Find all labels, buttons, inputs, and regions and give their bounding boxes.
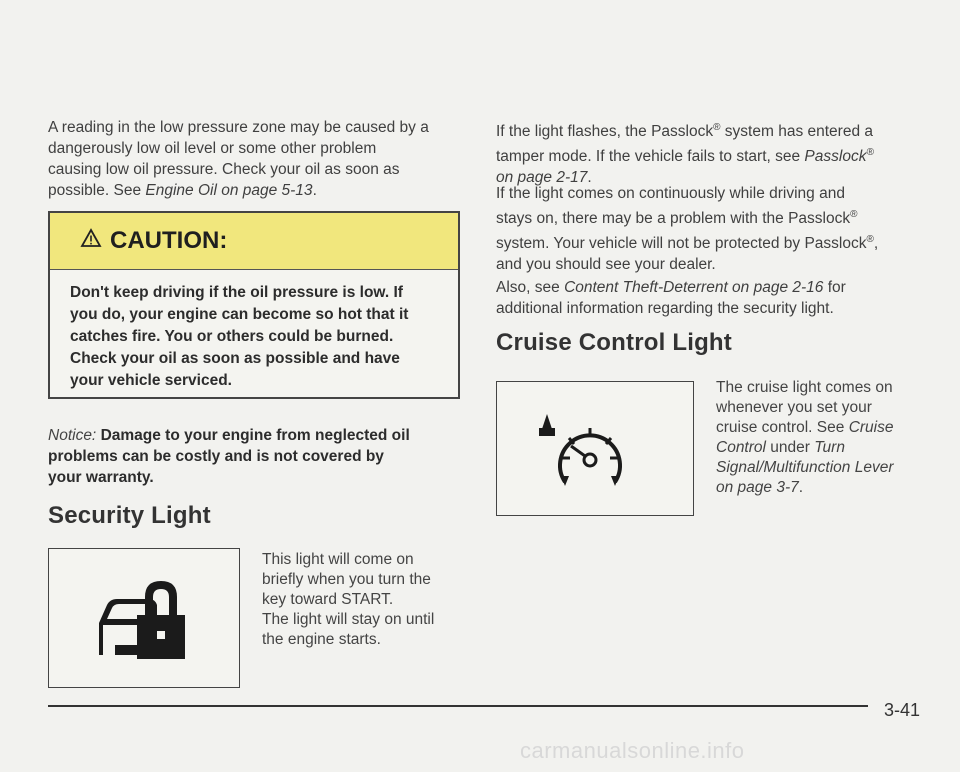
intro-paragraph (48, 117, 478, 201)
caution-line: Check your oil as soon as possible and have (70, 350, 400, 367)
cont-line-3b: , (873, 235, 879, 253)
caution-line: catches fire. You or others could be burned. (70, 328, 394, 345)
cont-line-2: stays on, there may be a problem with the Passlock (496, 210, 851, 228)
watermark: carmanualsonline.info (520, 738, 745, 763)
cruise-control-heading: Cruise Control Light (496, 329, 732, 356)
passlock-link[interactable] (804, 148, 873, 165)
cruise-light-description (716, 378, 936, 498)
caution-line: you do, your engine can become so hot that it (70, 306, 409, 323)
caution-banner (50, 213, 458, 270)
cruise-control-link[interactable]: Cruise (848, 419, 894, 436)
also-line-2: additional information regarding the security light. (496, 300, 834, 317)
flash-end: . (587, 169, 592, 187)
speedometer-icon (535, 406, 635, 495)
also-see-paragraph (496, 277, 936, 319)
also-a: Also, see (496, 279, 565, 296)
reg-mark: ® (850, 209, 858, 220)
passlock-page-link[interactable]: on page 2-17 (496, 169, 588, 187)
passlock-continuous-paragraph (496, 183, 936, 275)
security-light-heading: Security Light (48, 502, 211, 529)
cruise-line-1: The cruise light comes on (716, 379, 893, 396)
notice-line: Damage to your engine from neglected oil (100, 427, 410, 444)
security-line: key toward START. (262, 591, 394, 608)
cont-line-1: If the light comes on continuously while driving and (496, 185, 845, 202)
reg-mark: ® (713, 122, 721, 133)
caution-title: CAUTION: (110, 227, 228, 254)
engine-oil-link[interactable]: Engine Oil on page 5-13 (145, 182, 313, 199)
passlock-flash-paragraph (496, 117, 936, 188)
padlock-car-icon (93, 575, 193, 668)
warning-triangle-icon (80, 228, 102, 254)
caution-box (48, 211, 460, 399)
reg-mark: ® (866, 147, 874, 159)
intro-line-3: causing low oil pressure. Check your oil as soon as (48, 161, 400, 178)
cruise-line-4: under (765, 439, 815, 456)
security-line: briefly when you turn the (262, 571, 431, 588)
security-line: This light will come on (262, 551, 414, 568)
flash-line-1b: system has entered a (720, 123, 873, 141)
intro-line-2: dangerously low oil level or some other problem (48, 140, 377, 157)
cruise-light-icon-box (496, 381, 694, 516)
notice-label: Notice: (48, 427, 97, 444)
passlock-link-text: Passlock (804, 148, 867, 166)
security-line: the engine starts. (262, 631, 381, 648)
intro-line-4: possible. See (48, 182, 146, 199)
turn-signal-link[interactable]: Turn (814, 439, 845, 456)
flash-line-1a: If the light flashes, the Passlock (496, 123, 714, 141)
notice-line: problems can be costly and is not covered by (48, 448, 384, 465)
flash-line-2: tamper mode. If the vehicle fails to start, see (496, 148, 805, 166)
security-line: The light will stay on until (262, 611, 435, 628)
caution-line: Don't keep driving if the oil pressure is low. If (70, 284, 403, 301)
security-light-description (262, 550, 472, 650)
notice-line: your warranty. (48, 469, 154, 486)
cont-line-4: and you should see your dealer. (496, 256, 716, 274)
cruise-end: . (798, 479, 804, 496)
cruise-line-2: whenever you set your (716, 399, 872, 416)
intro-end: . (312, 182, 317, 199)
caution-text (50, 270, 458, 392)
footer-rule (48, 705, 868, 707)
also-b: for (823, 279, 846, 296)
turn-signal-page-link[interactable]: on page 3-7 (716, 479, 799, 496)
cont-line-3: system. Your vehicle will not be protected by Passlock (496, 235, 867, 253)
cruise-control-link-2[interactable]: Control (716, 439, 766, 456)
page-number: 3-41 (884, 700, 921, 720)
security-light-icon-box (48, 548, 240, 688)
cruise-line-3: cruise control. See (716, 419, 849, 436)
intro-line-1: A reading in the low pressure zone may be caused by a (48, 119, 429, 136)
reg-mark: ® (866, 234, 874, 246)
notice-paragraph (48, 425, 468, 488)
turn-signal-link-2[interactable]: Signal/Multifunction Lever (716, 459, 894, 476)
caution-line: your vehicle serviced. (70, 372, 232, 389)
content-theft-link[interactable]: Content Theft-Deterrent on page 2-16 (564, 279, 824, 296)
